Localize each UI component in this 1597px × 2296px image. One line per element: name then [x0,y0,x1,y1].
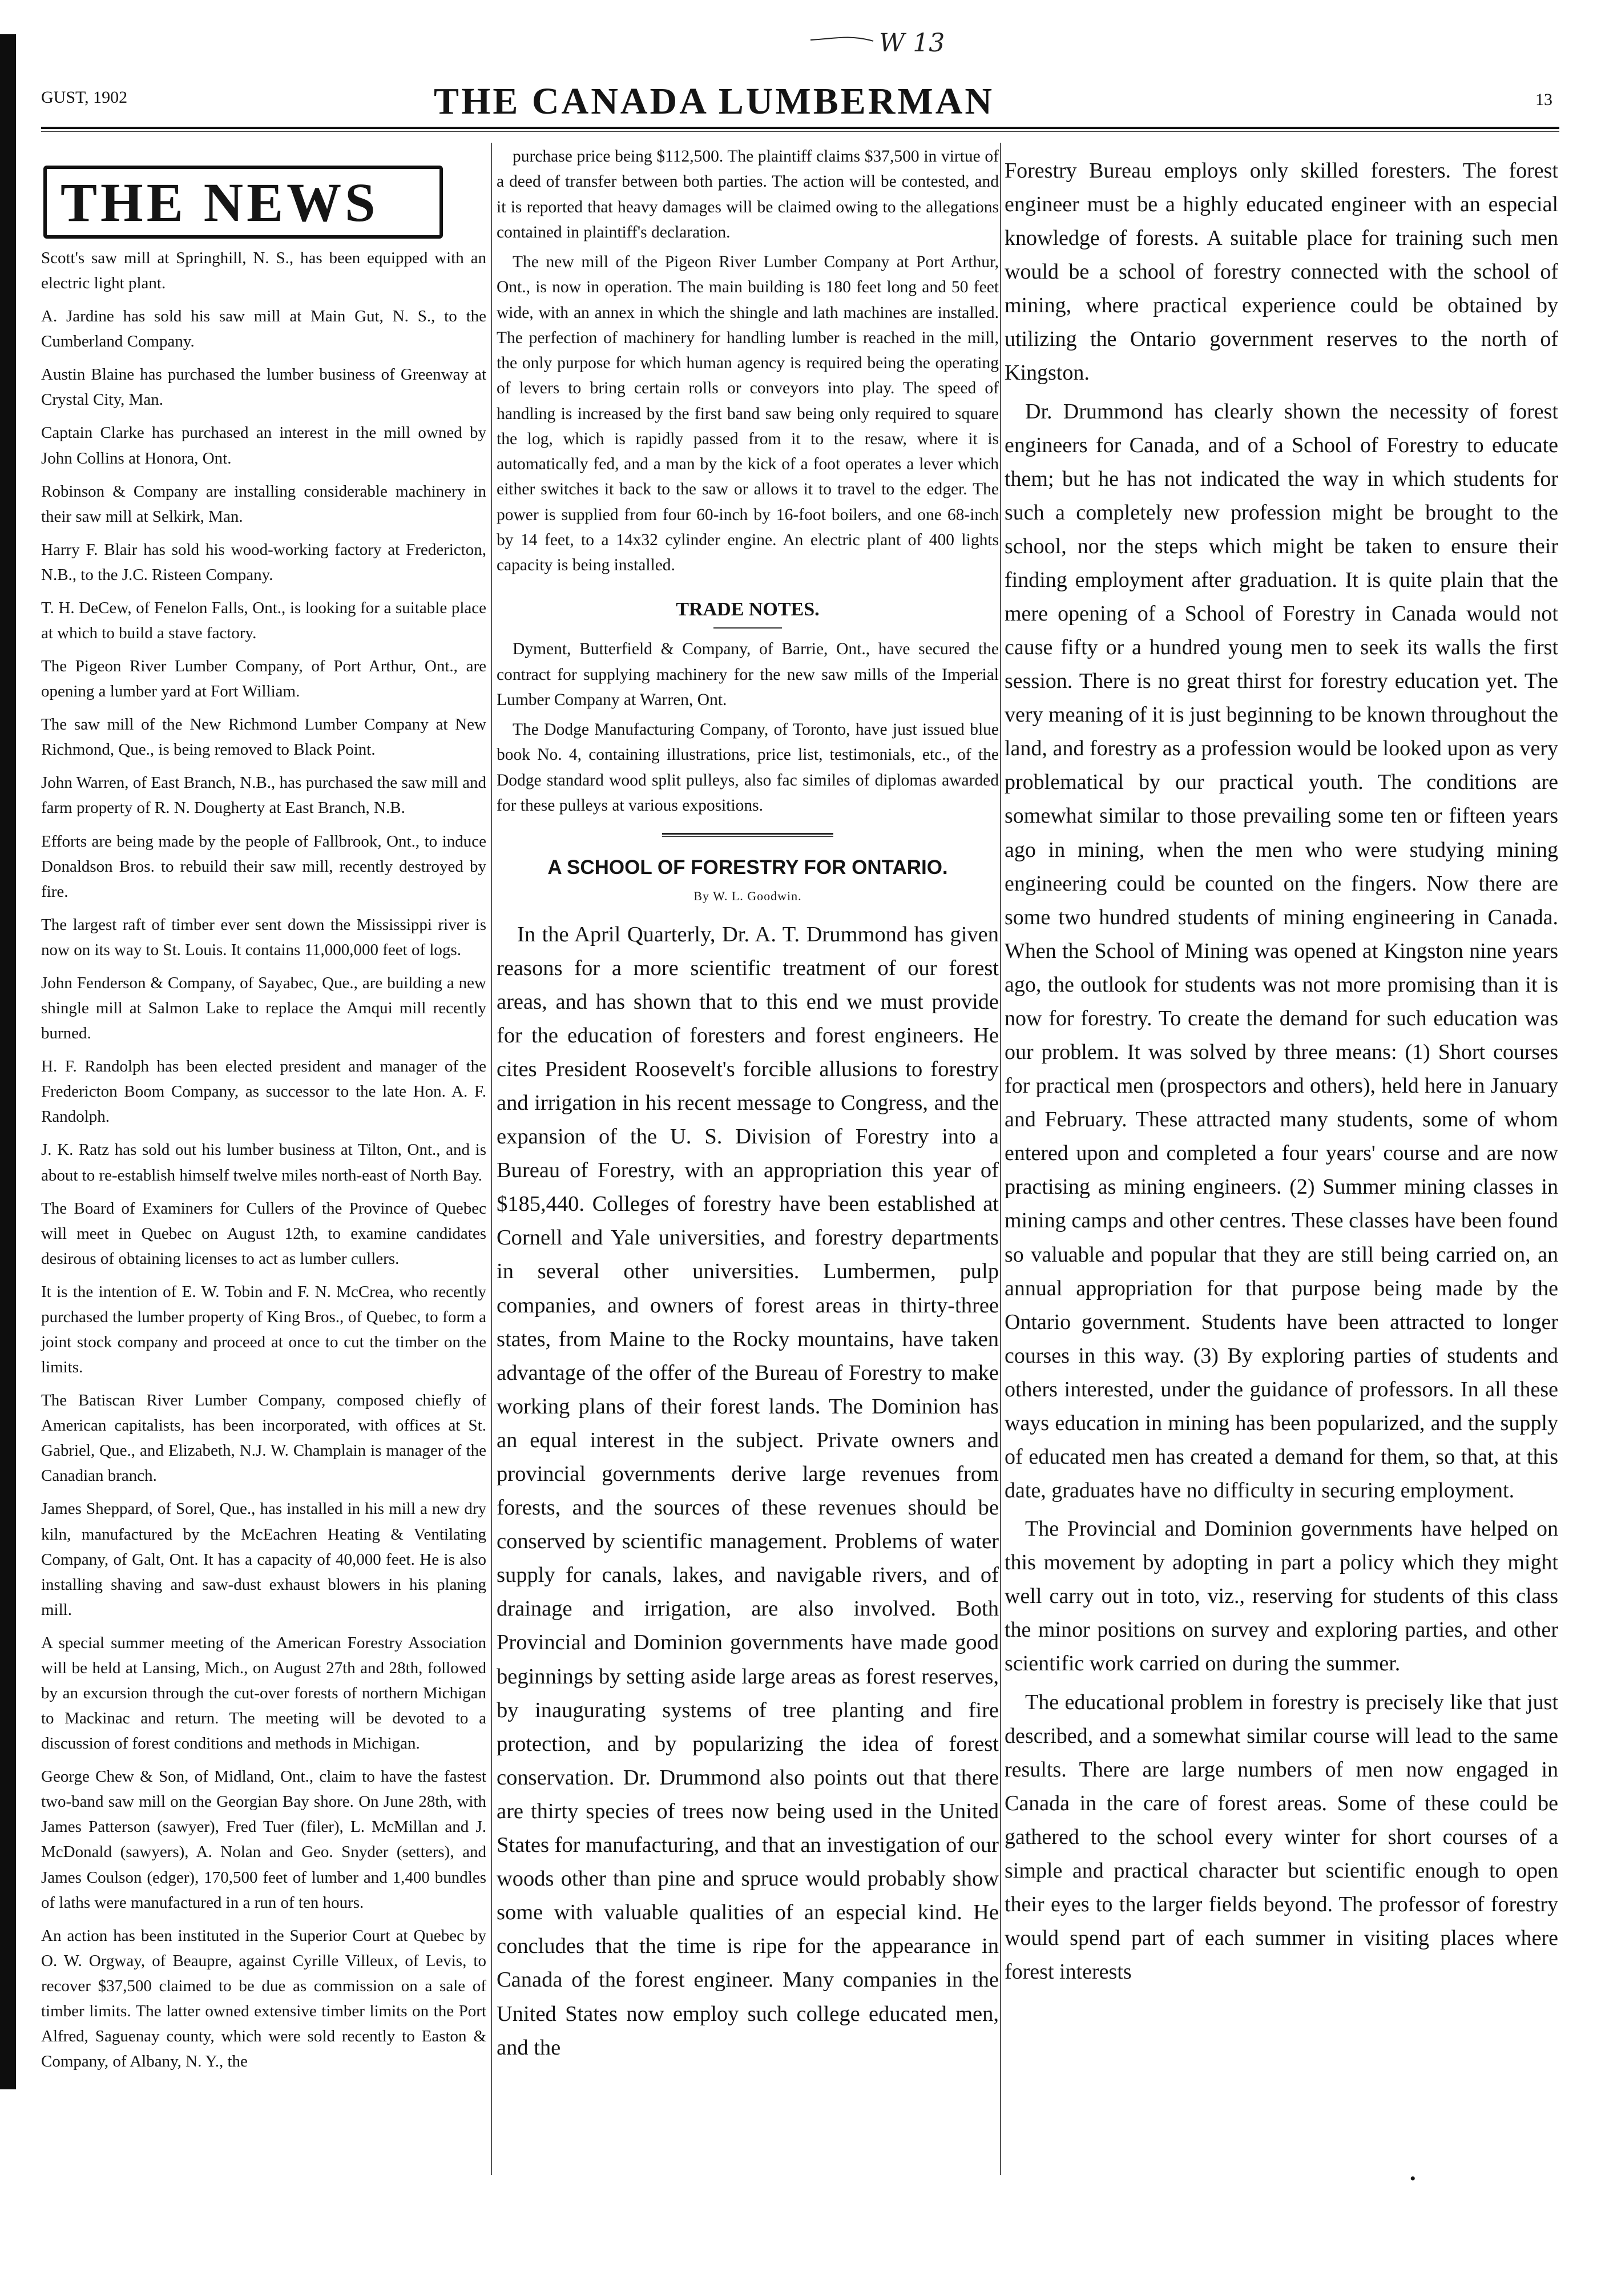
news-item: Captain Clarke has purchased an interest in the mill owned by John Collins at Honora, Ont. [41,424,486,468]
news-heading: THE NEWS [61,171,379,233]
article-paragraph: The educational problem in forestry is precisely like that just described, and a somewhat similar course will lead to the same results. There are large numbers of men now engaged in Canada in the care of forest areas. Some of these could be gathered to the school every winter for short courses of a simple and practical character but scientific enough to open their eyes to the larger fields beyond. The professor of forestry would spend part of each summer in visiting places where forest interests [1005,1690,1558,1984]
article-body [497,918,999,2065]
right-column [1005,154,1558,1993]
article-paragraph: The Provincial and Dominion governments have helped on this movement by adopting in part a policy which they might well carry out in toto, viz., reserving for students of this class the minor positions on survey and exploring parties, and other scientific work carried on during the summer. [1005,1517,1558,1676]
news-item: A special summer meeting of the American Forestry Association will be held at Lansing, Mich., on August 27th and 28th, followed by an excursion through the cut-over forests of northern Michigan to Mackinac and return. The meeting will be devoted to a discussion of forest conditions and methods in Michigan. [41,1633,486,1753]
news-item: The saw mill of the New Richmond Lumber Company at New Richmond, Que., is being removed to Black Point. [41,715,486,759]
trade-note: Dyment, Butterfield & Company, of Barrie, Ont., have secured the contract for supplying machinery for the new saw mills of the Imperial Lumber Company at Warren, Ont. [497,640,999,709]
news-item: George Chew & Son, of Midland, Ont., claim to have the fastest two-band saw mill on the Georgian Bay shore. On June 28th, with James Patterson (sawyer), Fred Tuer (filer), L. McMillan and J. McDonald (sawyers), A. Nolan and Geo. Snyder (setters), and James Coulson (edger), 170,500 feet of lumber and 1,400 bundles of laths were manufactured in a run of ten hours. [41,1767,486,1912]
article-byline: By W. L. Goodwin. [693,888,802,903]
binding-edge [0,34,16,2089]
news-item: The Board of Examiners for Cullers of the Province of Quebec will meet in Quebec on August 12th, to examine candidates desirous of obtaining licenses to act as lumber cullers. [41,1199,486,1268]
news-item: The Pigeon River Lumber Company, of Port Arthur, Ont., are opening a lumber yard at Fort William. [41,657,486,701]
header-rule-thin [41,131,1559,132]
news-column [41,245,486,2082]
news-heading-box [43,166,443,239]
news-item: H. F. Randolph has been elected president and manager of the Fredericton Boom Company, as successor to the late Hon. A. F. Randolph. [41,1057,486,1126]
trade-note: The Dodge Manufacturing Company, of Toronto, have just issued blue book No. 4, containing illustrations, price list, testimonials, etc., of the Dodge standard wood split pulleys, also fac similes of diplomas awarded for these pulleys at various expositions. [497,720,999,815]
news-item: A. Jardine has sold his saw mill at Main Gut, N. S., to the Cumberland Company. [41,307,486,351]
article-title: A SCHOOL OF FORESTRY FOR ONTARIO. [547,856,948,879]
column-divider [1000,143,1001,2175]
masthead-title: THE CANADA LUMBERMAN [434,80,995,122]
news-item: An action has been instituted in the Superior Court at Quebec by O. W. Orgway, of Beauprе, against Cyrille Villeux, of Levis, to recover $37,500 claimed to be due as commission on a sale of timber limits. The latter owned extensive timber limits on the Port Alfred, Saguenay county, which were sold recently to Easton & Company, of Albany, N. Y., the [41,1926,486,2071]
handwritten-page-mark [810,17,959,69]
news-item: The largest raft of timber ever sent down the Mississippi river is now on its way to St. Louis. It contains 11,000,000 feet of logs. [41,915,486,959]
news-item: John Fenderson & Company, of Sayabec, Que., are building a new shingle mill at Salmon Lake to replace the Amqui mill recently burned. [41,973,486,1043]
print-speck: • [1410,2169,1416,2188]
news-item: John Warren, of East Branch, N.B., has purchased the saw mill and farm property of R. N. Dougherty at East Branch, N.B. [41,774,486,817]
news-continuation: The new mill of the Pigeon River Lumber Company at Port Arthur, Ont., is now in operation. The main building is 180 feet long and 50 feet wide, with an annex in which the shingle and lath machines are installed. The perfection of machinery for handling lumber is reached in the mill, the only purpose for which human agency is required being the operating of levers to bring certain rolls or conveyors into play. The speed of handling is increased by the first band saw being only required to square the log, which is rapidly passed from it to the resaw, where it is automatically fed, and a man by the kick of a foot operates a lever which either switches it back to the saw or allows it to travel to the edger. The power is supplied from four 60-inch by 16-foot boilers, and one 68-inch by 14 feet, to a 14x32 cylinder engine. An electric plant of 400 lights capacity is being installed. [497,253,999,574]
news-item: The Batiscan River Lumber Company, composed chiefly of American capitalists, has been incorporated, with offices at St. Gabriel, Que., and Elizabeth, N.J. W. Champlain is manager of the Canadian branch. [41,1391,486,1485]
page-number: 13 [1535,90,1552,109]
trade-notes-heading: TRADE NOTES. [497,595,999,629]
article-paragraph: Dr. Drummond has clearly shown the necessity of forest engineers for Canada, and of a School of Forestry to educate them; but he has not indicated the way in which students for such a completely new profession might be brought to the school, nor the steps which might be taken to ensure their finding employment after graduation. It is quite plain that the mere opening of a School of Forestry in Canada would not cause fifty or a hundred young men to seek its walls the first session. There is no great thirst for forestry education yet. The very meaning of it is just beginning to be known throughout the land, and forestry as a profession would be looked upon as very problematical by our practical youth. The conditions are somewhat similar to those prevailing some ten or fifteen years ago in mining, when the men who were studying mining engineering could be counted on the fingers. Now there are some two hundred students of mining engineering in Canada. When the School of Mining was opened at Kingston nine years ago, the outlook for students was not more promising than it is now for forestry. To create the demand for such education was our problem. It was solved by three means: (1) Short courses for practical men (prospectors and others), held here in January and February. These attracted many students, some of whom entered upon and completed a four years' course and are now practising as mining engineers. (2) Summer mining classes in mining camps and other centres. These classes have been found so valuable and popular that they are still being carried on, an annual appropriation for that purpose being made by the Ontario government. Students have been attracted to longer courses in this way. (3) By exploring parties of students and others interested, under the guidance of professors. In all these ways education in mining has been popularized, and the supply of educated men has created a demand for them, so that, at this date, graduates have no difficulty in securing employment. [1005,399,1558,1503]
article-paragraph: Forestry Bureau employs only skilled foresters. The forest engineer must be a highly educated engineer with an especial knowledge of forests. A suitable place for training such men would be a school of forestry connected with the school of mining, where practical experience could be obtained by utilizing the Ontario government reserves to the north of Kingston. [1005,159,1558,385]
section-rule [662,833,833,835]
news-item: It is the intention of E. W. Tobin and F. N. McCrea, who recently purchased the lumber property of King Bros., of Quebec, to form a joint stock company and proceed at once to cut the timber on the limits. [41,1282,486,1377]
news-item: Robinson & Company are installing considerable machinery in their saw mill at Selkirk, Man. [41,482,486,526]
news-continuation: purchase price being $112,500. The plaintiff claims $37,500 in virtue of a deed of transfer between both parties. The action will be contested, and it is reported that heavy damages will be claimed owing to the allegations contained in plaintiff's declaration. [497,147,999,241]
middle-column [497,144,999,2068]
svg-text:W 13: W 13 [879,29,945,58]
article-paragraph: In the April Quarterly, Dr. A. T. Drummond has given reasons for a more scientific treatment of our forest areas, and has shown that to this end we must provide for the education of foresters and forest engineers. He cites President Roosevelt's forcible allusions to forestry and irrigation in his recent message to Congress, and the expansion of the U. S. Division of Forestry into a Bureau of Forestry, with an appropriation this year of $185,440. Colleges of forestry have been established at Cornell and Yale universities, and forestry departments in several other universities. Lumbermen, pulp companies, and owners of forest areas in thirty-three states, from Maine to the Rocky mountains, have taken advantage of the offer of the Bureau of Forestry to make working plans of their forest lands. The Dominion has an equal interest in the subject. Private owners and provincial governments derive large revenues from forests, and the sources of these revenues should be conserved by scientific management. Problems of water supply for canals, lakes, and navigable rivers, and of drainage and irrigation, are also involved. Both Provincial and Dominion governments have made good beginnings by setting aside large areas as forest reserves, by inaugurating systems of tree planting and fire protection, and by popularizing the idea of forest conservation. Dr. Drummond also points out that there are thirty species of trees now being used in the United States for manufacturing, and that an investigation of our woods other than pine and spruce would probably show some with valuable qualities of an especial kind. He concludes that the time is ripe for the appearance in Canada of the forest engineer. Many companies in the United States now employ such college educated men, and the [497,922,999,2060]
issue-date: GUST, 1902 [41,88,128,107]
header-rule [41,127,1559,129]
column-divider [491,143,492,2175]
news-item: J. K. Ratz has sold out his lumber business at Tilton, Ont., and is about to re-establish himself twelve miles north-east of North Bay. [41,1141,486,1185]
news-item: Efforts are being made by the people of Fallbrook, Ont., to induce Donaldson Bros. to rebuild their saw mill, recently destroyed by fire. [41,832,486,901]
news-item: Harry F. Blair has sold his wood-working factory at Fredericton, N.B., to the J.C. Risteen Company. [41,540,486,584]
news-item: Scott's saw mill at Springhill, N. S., has been equipped with an electric light plant. [41,249,486,293]
news-item: James Sheppard, of Sorel, Que., has installed in his mill a new dry kiln, manufactured by the McEachren Heating & Ventilating Company, of Galt, Ont. It has a capacity of 40,000 feet. He is also installing shaving and saw-dust exhaust blowers in his planing mill. [41,1500,486,1619]
section-rule-thin [662,836,833,837]
news-item: T. H. DeCew, of Fenelon Falls, Ont., is looking for a suitable place at which to build a stave factory. [41,598,486,643]
trade-heading-underline [713,627,782,629]
news-item: Austin Blaine has purchased the lumber business of Greenway at Crystal City, Man. [41,365,486,409]
